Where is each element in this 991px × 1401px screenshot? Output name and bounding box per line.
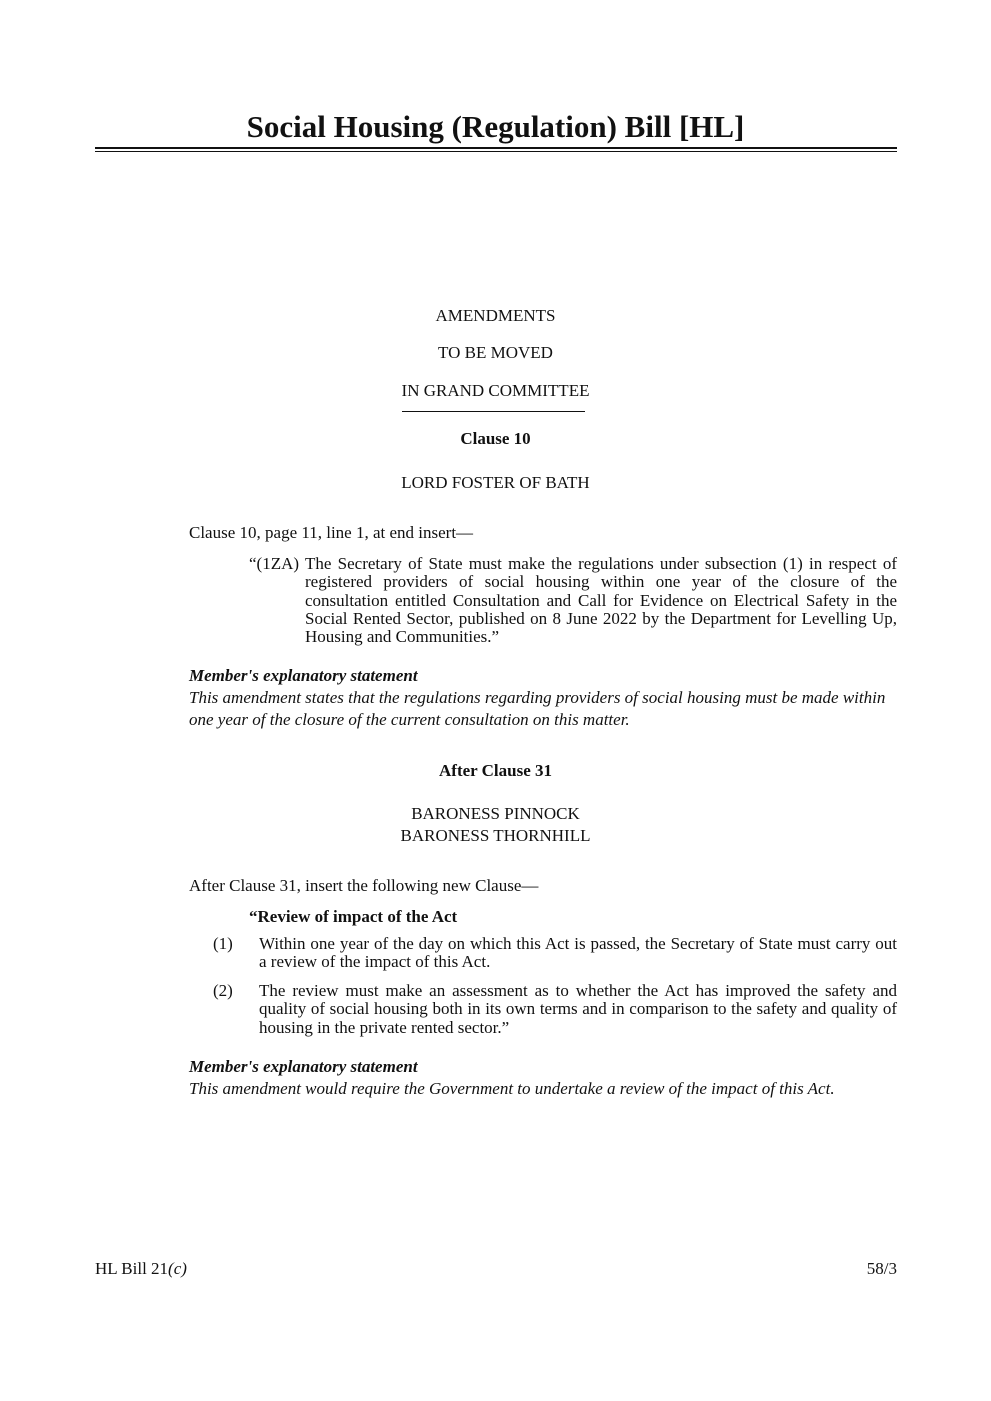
statement-heading: Member's explanatory statement bbox=[189, 666, 418, 685]
heading-to-be-moved: TO BE MOVED bbox=[438, 343, 553, 362]
section-heading: After Clause 31 bbox=[439, 761, 552, 780]
heading-grand-committee: IN GRAND COMMITTEE bbox=[401, 381, 590, 400]
statement-heading: Member's explanatory statement bbox=[189, 1057, 418, 1076]
page-reference: 58/3 bbox=[866, 1259, 897, 1278]
explanatory-statement: This amendment states that the regulations regarding providers of social housing must be made within one year of the closure of the current consultation on this matter. bbox=[189, 688, 886, 729]
new-clause-title: “Review of impact of the Act bbox=[249, 907, 458, 926]
explanatory-statement: This amendment would require the Government to undertake a review of the impact of this Act. bbox=[189, 1079, 835, 1098]
member-name: BARONESS THORNHILL bbox=[400, 826, 591, 845]
section-heading: Clause 10 bbox=[460, 429, 531, 448]
inserted-text: The Secretary of State must make the regulations under subsection (1) in respect of registered providers of social housing within one year of the closure of the consultation entitled Consultation and Call for Evidence on Electrical Safety in the Social Rented Sector, published on 8 June 2022 by the Department for Levelling Up, Housing and Communities.” bbox=[305, 554, 897, 647]
title-rule bbox=[95, 147, 897, 149]
subsection-text: The review must make an assessment as to whether the Act has improved the safety and quality of social housing both in its own terms and in comparison to the safety and quality of housing in the private rented sector.” bbox=[259, 981, 897, 1037]
document-title: Social Housing (Regulation) Bill [HL] bbox=[246, 109, 745, 144]
bill-reference bbox=[95, 1259, 187, 1279]
bill-number: HL Bill 21 bbox=[95, 1259, 169, 1278]
subsection-number: (2) bbox=[213, 981, 233, 1000]
subsection-text: Within one year of the day on which this Act is passed, the Secretary of State must carry out a review of the impact of this Act. bbox=[259, 934, 897, 972]
heading-rule bbox=[402, 411, 585, 412]
amendment-instruction: Clause 10, page 11, line 1, at end insert— bbox=[189, 523, 474, 542]
amendment-instruction: After Clause 31, insert the following new Clause— bbox=[189, 876, 539, 895]
subsection-number: “(1ZA) bbox=[249, 554, 300, 573]
bill-suffix: (c) bbox=[168, 1259, 187, 1278]
heading-amendments: AMENDMENTS bbox=[435, 306, 556, 325]
member-name: LORD FOSTER OF BATH bbox=[401, 473, 590, 492]
member-name: BARONESS PINNOCK bbox=[411, 804, 580, 823]
subsection-number: (1) bbox=[213, 934, 233, 953]
title-rule-thin bbox=[95, 151, 897, 152]
